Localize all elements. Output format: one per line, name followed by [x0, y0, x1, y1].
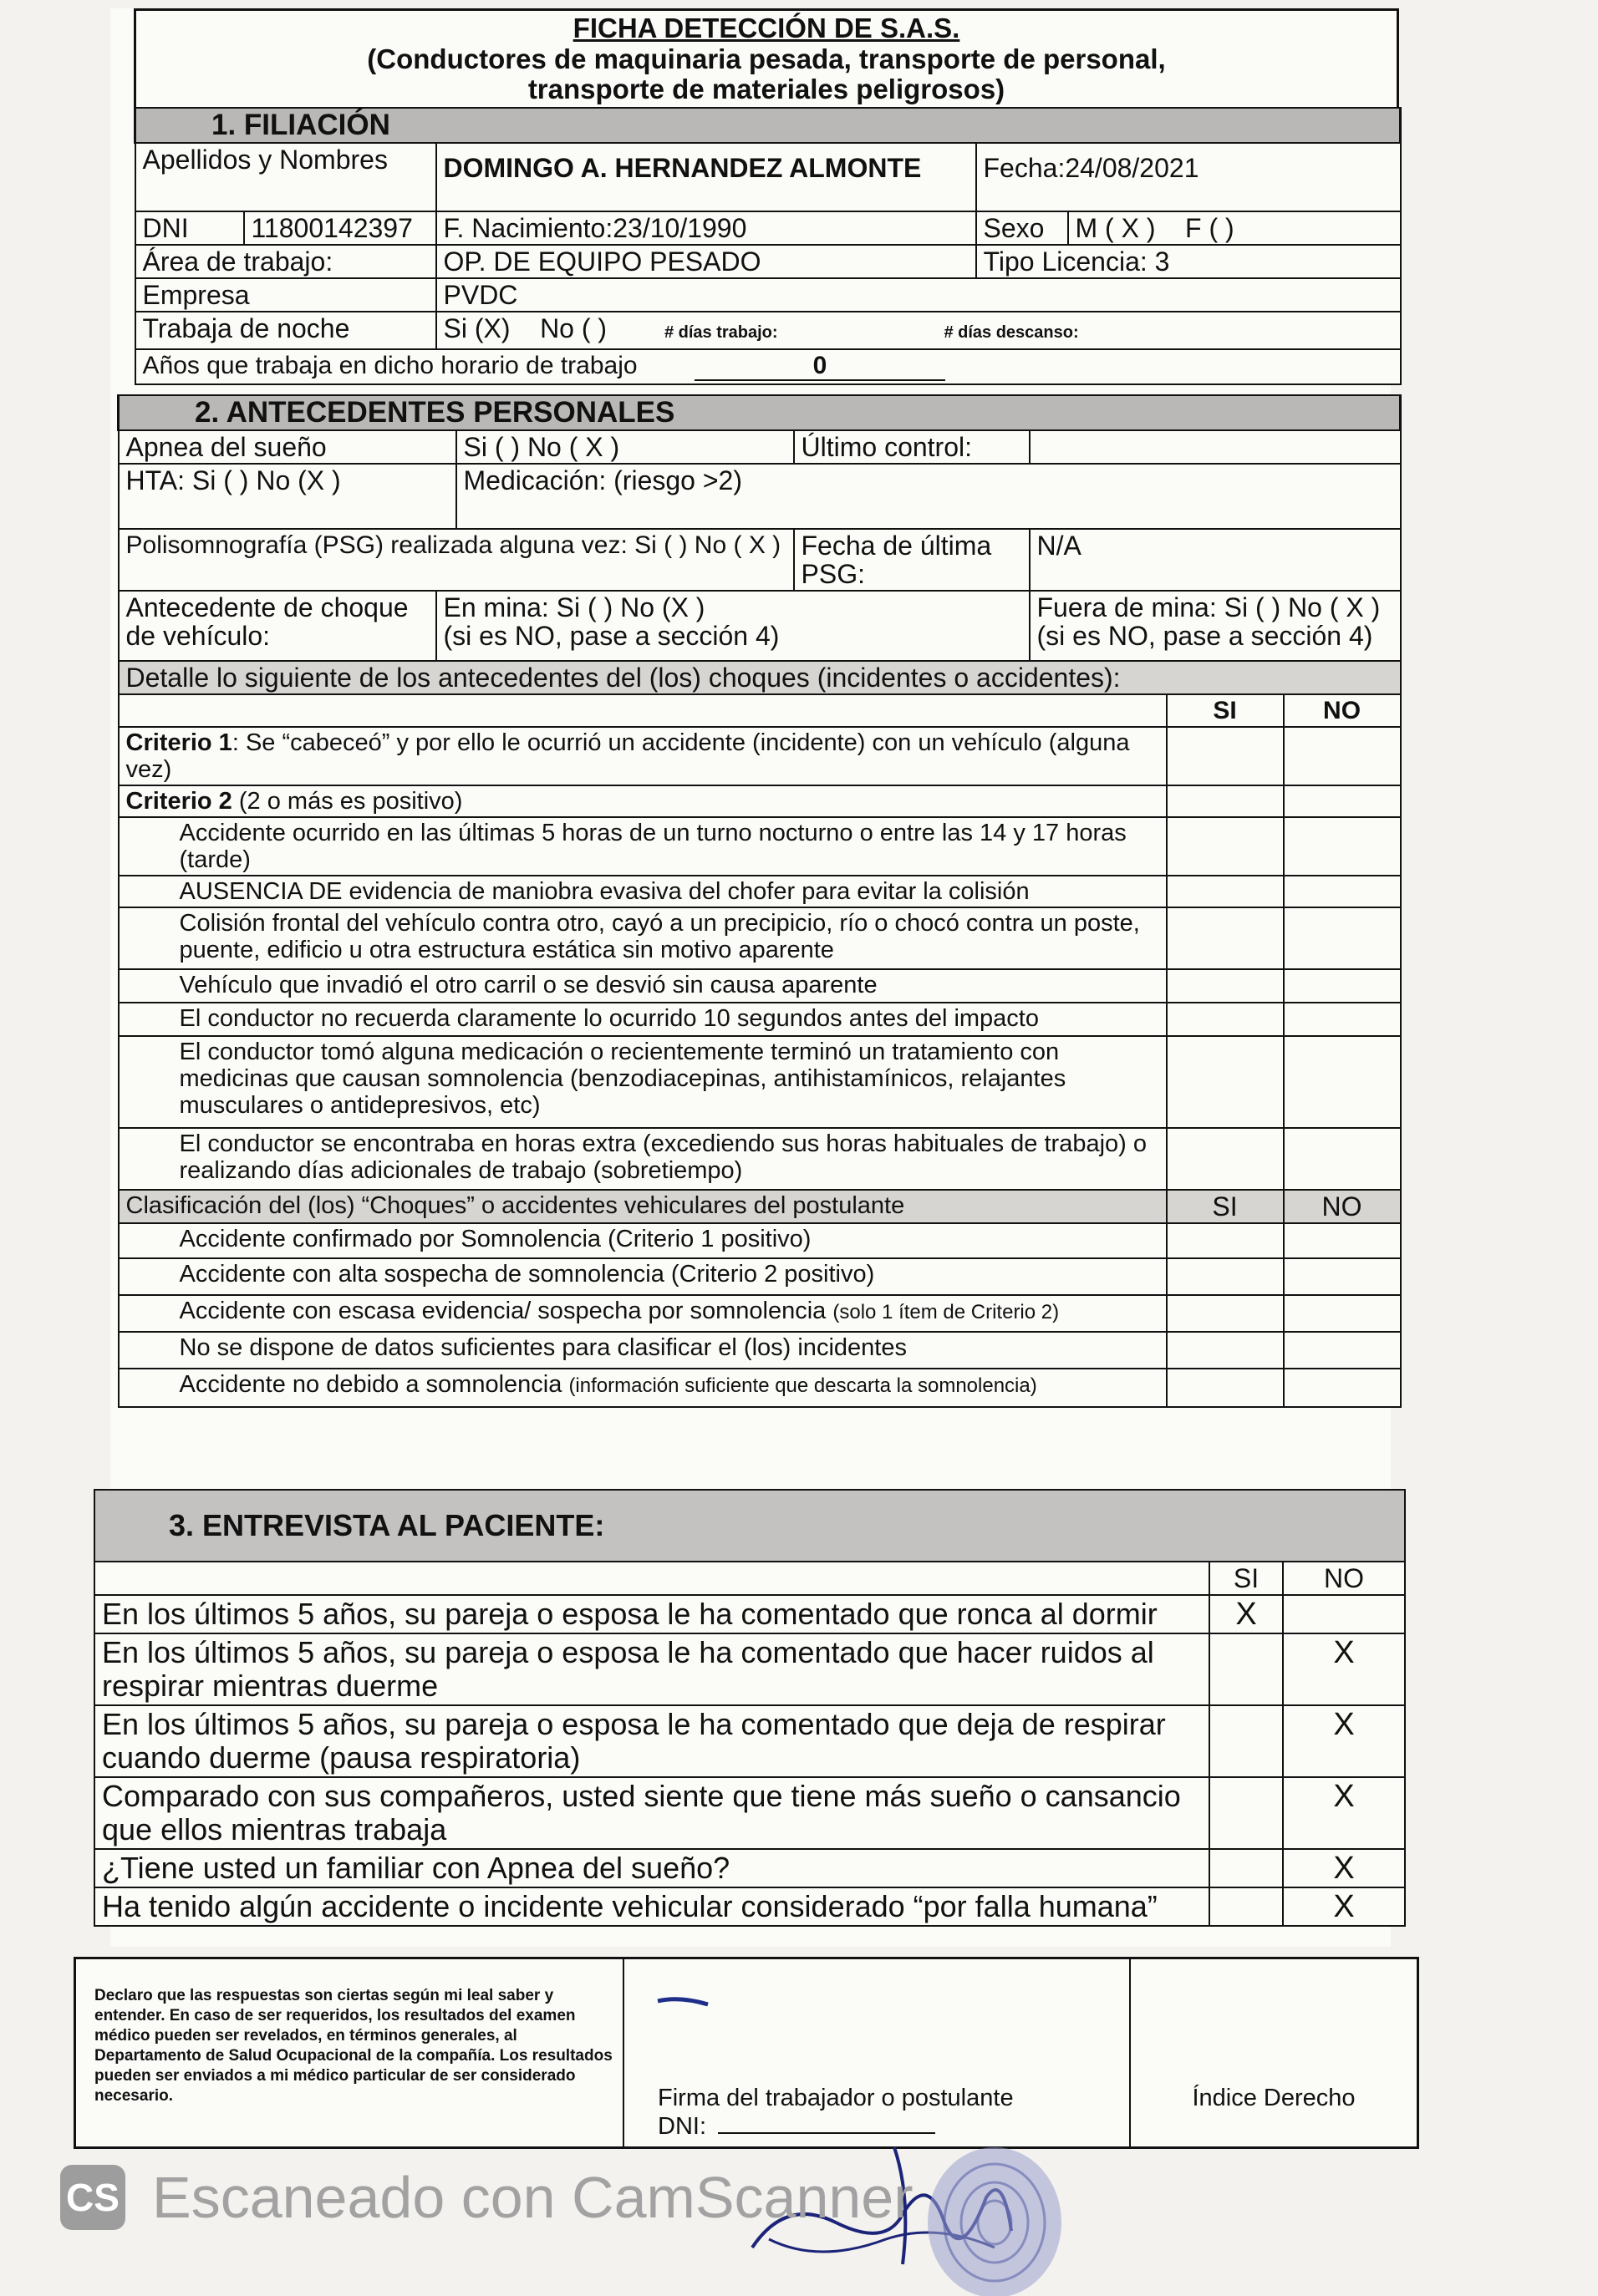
answer-no[interactable]: X: [1283, 1887, 1405, 1926]
medicacion-label: Medicación: (riesgo >2): [456, 464, 1401, 529]
dias-descanso: # días descanso:: [944, 323, 1079, 342]
declaration-block: [74, 1957, 1419, 2149]
section-antecedentes-table: [117, 394, 1402, 1408]
fecha-psg-label: Fecha de última PSG:: [794, 529, 1030, 591]
dni-label: DNI: [135, 211, 244, 245]
firma-dni-label: DNI:: [658, 2113, 706, 2140]
entrevista-question: En los últimos 5 años, su pareja o esposa le ha comentado que deja de respirar cuando duerme (pausa respiratoria): [94, 1705, 1209, 1777]
answer-no[interactable]: X: [1283, 1633, 1405, 1705]
empresa-value: PVDC: [436, 278, 1401, 312]
entrevista-question: ¿Tiene usted un familiar con Apnea del sueño?: [94, 1849, 1209, 1887]
check-no[interactable]: [1284, 1128, 1401, 1190]
indice-label: Índice Derecho: [1192, 2085, 1356, 2111]
sexo-f: F ( ): [1185, 213, 1234, 243]
entrevista-question: En los últimos 5 años, su pareja o esposa le ha comentado que hacer ruidos al respirar mientras duerme: [94, 1633, 1209, 1705]
check-si[interactable]: [1167, 907, 1284, 969]
apellidos-value: DOMINGO A. HERNANDEZ ALMONTE: [436, 143, 976, 211]
check-si[interactable]: [1167, 876, 1284, 907]
dias-trabajo: # días trabajo:: [664, 323, 778, 342]
check-no[interactable]: [1284, 876, 1401, 907]
blank-header-cell: [119, 694, 1167, 727]
check-no[interactable]: [1284, 969, 1401, 1003]
clasificacion-text: Accidente no debido a somnolencia: [179, 1371, 569, 1398]
section-1-header: 1. FILIACIÓN: [135, 108, 1401, 143]
entrevista-si-header: SI: [1209, 1562, 1283, 1595]
check-no[interactable]: [1284, 907, 1401, 969]
check-no[interactable]: [1284, 1036, 1401, 1128]
clasificacion-item: [119, 1332, 1167, 1369]
criterio-2-label: Criterio 2: [125, 788, 232, 815]
clasificacion-si-header: SI: [1167, 1190, 1284, 1223]
clasificacion-text: Accidente con escasa evidencia/ sospecha por somnolencia: [179, 1298, 833, 1324]
blank-header-cell: [94, 1562, 1209, 1595]
check-si[interactable]: [1167, 1258, 1284, 1295]
answer-si[interactable]: [1209, 1705, 1283, 1777]
declaration-text: Declaro que las respuestas son ciertas según mi leal saber y entender. En caso de ser requeridos, los resultados del examen médico pueden ser revelados, en términos generales, al Departamento de Salud Ocupacional de la compañía. Los resultados pueden ser enviados a mi médico particular de ser considerado necesario.: [94, 1987, 613, 2105]
criterio-2-item: AUSENCIA DE evidencia de maniobra evasiva del chofer para evitar la colisión: [119, 876, 1167, 907]
answer-si[interactable]: [1209, 1849, 1283, 1887]
entrevista-question: Ha tenido algún accidente o incidente vehicular considerado “por falla humana”: [94, 1887, 1209, 1926]
criterio-2-item: El conductor no recuerda claramente lo ocurrido 10 segundos antes del impacto: [119, 1003, 1167, 1036]
criterio-1: [119, 727, 1167, 785]
noche-row: [436, 312, 1401, 349]
hta-value: HTA: Si ( ) No (X ): [119, 464, 456, 529]
firma-label: Firma del trabajador o postulante: [658, 2085, 1014, 2111]
criterio-1-si[interactable]: [1167, 727, 1284, 785]
ultimo-control-label: Último control:: [794, 430, 1030, 464]
sexo-options: [1068, 211, 1401, 245]
en-mina: [436, 591, 1030, 661]
check-no[interactable]: [1284, 1332, 1401, 1369]
check-si[interactable]: [1167, 1003, 1284, 1036]
en-mina-value: En mina: Si ( ) No (X ): [443, 592, 705, 622]
check-si[interactable]: [1167, 1295, 1284, 1332]
en-mina-note: (si es NO, pase a sección 4): [443, 621, 780, 651]
col-si-header: SI: [1167, 694, 1284, 727]
criterio-2-si[interactable]: [1167, 785, 1284, 817]
clasificacion-text: Accidente confirmado por Somnolencia (Criterio 1 positivo): [179, 1226, 812, 1252]
check-no[interactable]: [1284, 817, 1401, 876]
clasificacion-item: [119, 1258, 1167, 1295]
anos-row: [135, 349, 1401, 384]
check-no[interactable]: [1284, 1223, 1401, 1258]
fuera-mina-value: Fuera de mina: Si ( ) No ( X ): [1036, 592, 1381, 622]
criterio-1-text: : Se “cabeceó” y por ello le ocurrió un accidente (incidente) con un vehículo (alguna vez): [125, 729, 1130, 783]
tipo-licencia: Tipo Licencia: 3: [976, 245, 1401, 278]
answer-si[interactable]: X: [1209, 1595, 1283, 1633]
fecha-psg-value: N/A: [1030, 529, 1401, 591]
area-label: Área de trabajo:: [135, 245, 436, 278]
fingerprint-mark: [919, 2139, 1070, 2296]
answer-no[interactable]: [1283, 1595, 1405, 1633]
form-subtitle-1: (Conductores de maquinaria pesada, transporte de personal,: [367, 43, 1166, 74]
form-title: FICHA DETECCIÓN DE S.A.S.: [573, 13, 960, 43]
criterio-2-item: Accidente ocurrido en las últimas 5 horas de un turno nocturno o entre las 14 y 17 horas (tarde): [119, 817, 1167, 876]
clasificacion-no-header: NO: [1284, 1190, 1401, 1223]
criterio-2-text: (2 o más es positivo): [232, 788, 463, 815]
check-no[interactable]: [1284, 1258, 1401, 1295]
check-si[interactable]: [1167, 1036, 1284, 1128]
check-si[interactable]: [1167, 1223, 1284, 1258]
answer-no[interactable]: X: [1283, 1849, 1405, 1887]
clasificacion-label: Clasificación del (los) “Choques” o accidentes vehiculares del postulante: [119, 1190, 1167, 1223]
anos-label: Años que trabaja en dicho horario de trabajo: [142, 352, 638, 379]
fuera-mina-note: (si es NO, pase a sección 4): [1036, 621, 1373, 651]
answer-si[interactable]: [1209, 1633, 1283, 1705]
form-subtitle-2: transporte de materiales peligrosos): [527, 74, 1005, 104]
criterio-2-item: Vehículo que invadió el otro carril o se desvió sin causa aparente: [119, 969, 1167, 1003]
section-3-header: 3. ENTREVISTA AL PACIENTE:: [94, 1490, 1405, 1562]
answer-no[interactable]: X: [1283, 1705, 1405, 1777]
section-filiacion-table: [134, 107, 1402, 385]
apellidos-label: Apellidos y Nombres: [135, 143, 436, 211]
check-no[interactable]: [1284, 1295, 1401, 1332]
criterio-2-item: El conductor tomó alguna medicación o recientemente terminó un tratamiento con medicinas que causan somnolencia (benzodiacepinas, antihistamínicos, relajantes musculares o antidepresivos, etc): [119, 1036, 1167, 1128]
camscanner-logo-icon: CS: [60, 2165, 125, 2230]
check-si[interactable]: [1167, 817, 1284, 876]
firma-box[interactable]: [623, 1959, 1129, 2146]
sexo-m: M ( X ): [1075, 213, 1156, 243]
noche-no: No ( ): [540, 313, 608, 343]
clasificacion-text: Accidente con alta sospecha de somnolencia (Criterio 2 positivo): [179, 1261, 875, 1288]
check-si[interactable]: [1167, 1369, 1284, 1407]
answer-no[interactable]: X: [1283, 1777, 1405, 1849]
fecha-value: Fecha:24/08/2021: [976, 143, 1401, 211]
camscanner-text: Escaneado con CamScanner: [152, 2165, 914, 2230]
criterio-1-no[interactable]: [1284, 727, 1401, 785]
apnea-label: Apnea del sueño: [119, 430, 456, 464]
camscanner-watermark: [60, 2164, 914, 2231]
section-2-header: 2. ANTECEDENTES PERSONALES: [119, 395, 1401, 430]
sexo-label: Sexo: [976, 211, 1068, 245]
clasificacion-note: (solo 1 ítem de Criterio 2): [832, 1301, 1060, 1323]
clasificacion-item: [119, 1295, 1167, 1332]
criterio-2-no[interactable]: [1284, 785, 1401, 817]
signature-mark-small: [654, 1991, 713, 2011]
noche-si: Si (X): [443, 313, 511, 343]
noche-label: Trabaja de noche: [135, 312, 436, 349]
entrevista-question: Comparado con sus compañeros, usted siente que tiene más sueño o cansancio que ellos mientras trabaja: [94, 1777, 1209, 1849]
clasificacion-item: [119, 1223, 1167, 1258]
entrevista-question: En los últimos 5 años, su pareja o esposa le ha comentado que ronca al dormir: [94, 1595, 1209, 1633]
col-no-header: NO: [1284, 694, 1401, 727]
entrevista-no-header: NO: [1283, 1562, 1405, 1595]
anos-value: 0: [695, 352, 945, 381]
detalle-label: Detalle lo siguiente de los antecedentes del (los) choques (incidentes o accidentes):: [119, 661, 1401, 694]
choque-label: Antecedente de choque de vehículo:: [119, 591, 436, 661]
empresa-label: Empresa: [135, 278, 436, 312]
check-no[interactable]: [1284, 1369, 1401, 1407]
ultimo-control-value: [1030, 430, 1401, 464]
area-value: OP. DE EQUIPO PESADO: [436, 245, 976, 278]
section-entrevista-table: [94, 1489, 1406, 1927]
psg-label: Polisomnografía (PSG) realizada alguna vez: Si ( ) No ( X ): [119, 529, 794, 591]
answer-si[interactable]: [1209, 1777, 1283, 1849]
criterio-1-label: Criterio 1: [125, 729, 232, 756]
clasificacion-item: [119, 1369, 1167, 1407]
fecha-nacimiento: F. Nacimiento:23/10/1990: [436, 211, 976, 245]
answer-si[interactable]: [1209, 1887, 1283, 1926]
criterio-2: [119, 785, 1167, 817]
indice-box[interactable]: [1129, 1959, 1417, 2146]
clasificacion-note: (información suficiente que descarta la somnolencia): [568, 1374, 1037, 1397]
dni-value: 11800142397: [244, 211, 436, 245]
check-no[interactable]: [1284, 1003, 1401, 1036]
check-si[interactable]: [1167, 1332, 1284, 1369]
check-si[interactable]: [1167, 1128, 1284, 1190]
criterio-2-item: El conductor se encontraba en horas extra (excediendo sus horas habituales de trabajo) o realizando días adicionales de trabajo (sobretiempo): [119, 1128, 1167, 1190]
check-si[interactable]: [1167, 969, 1284, 1003]
apnea-value: Si ( ) No ( X ): [456, 430, 794, 464]
criterio-2-item: Colisión frontal del vehículo contra otro, cayó a un precipicio, río o chocó contra un poste, puente, edificio u otra estructura estática sin motivo aparente: [119, 907, 1167, 969]
fuera-mina: [1030, 591, 1401, 661]
clasificacion-text: No se dispone de datos suficientes para clasificar el (los) incidentes: [179, 1334, 907, 1361]
form-title-block: [134, 8, 1399, 109]
